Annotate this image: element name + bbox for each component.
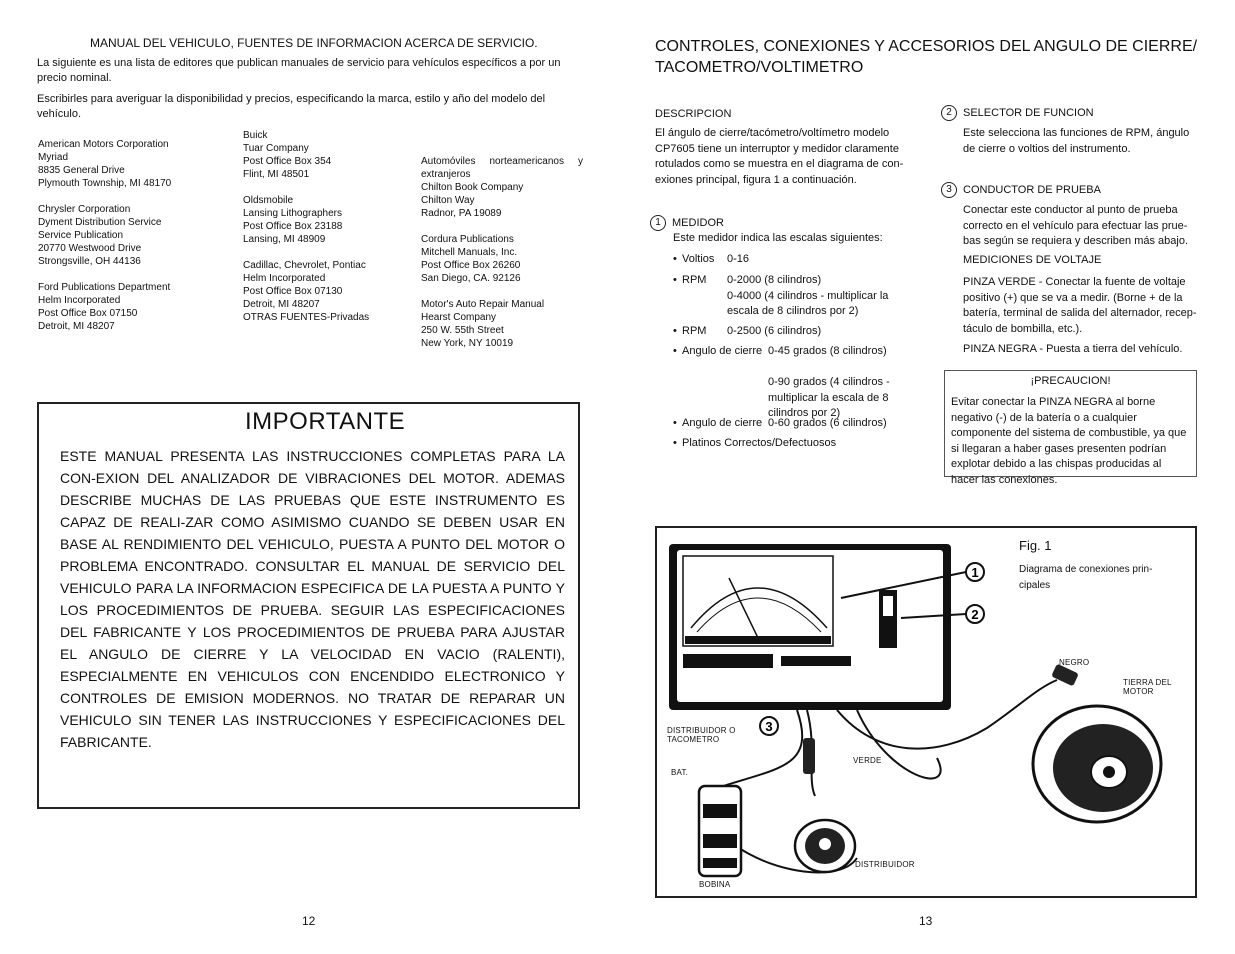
scale-value: 0-2500 (6 cilindros) — [727, 325, 822, 337]
scale-value: 0-60 grados (6 cilindros) — [768, 417, 887, 429]
publisher-address: American Motors Corporation Myriad 8835 General Drive Plymouth Township, MI 48170 — [38, 139, 172, 189]
callout-1: 1 — [971, 565, 979, 580]
callout-number: 2 — [941, 105, 957, 121]
scale-row: • Angulo de cierre 0-60 grados (6 cilindros) — [673, 416, 887, 432]
publisher-column-2 — [243, 129, 413, 337]
caution-text: Evitar conectar la PINZA NEGRA al borne negativo (-) de la batería o a cualquier componente del sistema de combustible, ya que si llegaran a haber gases presenten podrían explotar debido a las chispas producidas al hacer las conexiones. — [951, 396, 1187, 486]
left-page-heading: MANUAL DEL VEHICULO, FUENTES DE INFORMACION ACERCA DE SERVICIO. — [90, 36, 538, 50]
voltage-title: MEDICIONES DE VOLTAJE — [963, 254, 1102, 266]
scale-row: • Platinos Correctos/Defectuosos — [673, 436, 836, 452]
scale-row: • RPM 0-2500 (6 cilindros) — [673, 324, 821, 340]
medidor-title: MEDIDOR — [672, 217, 724, 229]
selector-title: SELECTOR DE FUNCION — [963, 107, 1094, 119]
callout-2: 2 — [971, 607, 979, 622]
scale-row: • Voltios 0-16 — [673, 252, 749, 268]
scale-row: • RPM 0-2000 (8 cilindros) 0-4000 (4 cilindros - multiplicar la escala de 8 cilindros por 2) — [673, 273, 888, 320]
page-number-left: 12 — [302, 914, 316, 928]
descripcion-text: El ángulo de cierre/tacómetro/voltímetro modelo CP7605 tiene un interruptor y medidor claramente rotulados como se muestra en el diagrama de con-exiones principal, figura 1 a continuación. — [655, 127, 904, 186]
intro-paragraph-1: La siguiente es una lista de editores que publican manuales de servicio para vehículos específicos a por un precio nominal. — [37, 57, 561, 84]
label-negro: NEGRO — [1059, 658, 1090, 667]
importante-text: ESTE MANUAL PRESENTA LAS INSTRUCCIONES COMPLETAS PARA LA CON-EXION DEL ANALIZADOR DE VIBRACIONES DEL MOTOR. ADEMAS DESCRIBE MUCHAS DE LAS PRUEBAS QUE ESTE INSTRUMENTO ES CAPAZ DE REALI-ZAR COMO ASIMISMO CUANDO SE DEBEN USAR EN BASE AL RENDIMIENTO DEL VEHICULO, PUESTA A PUNTO DEL MOTOR O PROBLEMA ENCONTRADO. CONSULTAR EL MANUAL DE SERVICIO DEL VEHICULO PARA LA INFORMACION ESPECIFICA DE LA PUESTA A PUNTO Y LOS PROCEDIMIENTOS DE PRUEBA. SEGUIR LAS ESPECIFICACIONES DEL FABRICANTE Y LOS PROCEDIMIENTOS DE PRUEBA PARA AJUSTAR EL ANGULO DE CIERRE Y LA VELOCIDAD EN VACIO (RALENTI), ESPECIALMENTE EN VEHICULOS CON ENCENDIDO ELECTRONICO Y CONTROLES DE EMISION MODERNOS. NO TRATAR DE REPARAR UN VEHICULO SIN TENER LAS INSTRUCCIONES Y ESPECIFICACIONES DEL FABRICANTE. — [60, 448, 565, 750]
conductor-text: Conectar este conductor al punto de prueba correcto en el vehículo para efectuar las prue-bas según se requiera y describen más abajo. — [963, 204, 1189, 247]
publisher-address: Ford Publications Department Helm Incorporated Post Office Box 07150 Detroit, MI 48207 — [38, 282, 171, 332]
importante-box — [37, 402, 580, 809]
publisher-address: Chrysler Corporation Dyment Distribution Service Service Publication 20770 Westwood Drive Strongsville, OH 44136 — [38, 204, 162, 267]
scale-label: Angulo de cierre — [682, 345, 763, 357]
publisher-address: Oldsmobile Lansing Lithographers Post Office Box 23188 Lansing, MI 48909 — [243, 195, 343, 245]
descripcion-title: DESCRIPCION — [655, 108, 732, 120]
caution-title: ¡PRECAUCION! — [1030, 375, 1111, 387]
medidor-text: Este medidor indica las escalas siguientes: — [673, 232, 883, 244]
page-number-right: 13 — [919, 914, 933, 928]
callout-3: 3 — [765, 719, 773, 734]
publisher-address: Automóviles norteamericanos y extranjeros Chilton Book Company Chilton Way Radnor, PA 19089 — [421, 156, 583, 219]
publisher-address: Motor's Auto Repair Manual Hearst Company 250 W. 55th Street New York, NY 10019 — [421, 299, 545, 349]
scale-value: 0-2000 (8 cilindros) 0-4000 (4 cilindros - multiplicar la escala de 8 cilindros por 2) — [727, 274, 889, 317]
scale-label: RPM — [682, 325, 707, 337]
meter-unit — [669, 544, 951, 710]
publisher-address: Buick Tuar Company Post Office Box 354 Flint, MI 48501 — [243, 130, 332, 180]
conductor-heading — [941, 182, 1101, 198]
callout-number: 1 — [650, 215, 666, 231]
publisher-column-1 — [38, 138, 238, 346]
pinza-verde-text: PINZA VERDE - Conectar la fuente de voltaje positivo (+) que se va a medir. (Borne + de la batería, terminal de salida del alternador, recep-táculo de bombilla, etc.). — [963, 276, 1197, 335]
figure-caption: Diagrama de conexiones prin-cipales — [1019, 564, 1153, 591]
right-page-heading: CONTROLES, CONEXIONES Y ACCESORIOS DEL ANGULO DE CIERRE/ TACOMETRO/VOLTIMETRO — [655, 38, 1198, 76]
scale-label: RPM — [682, 274, 707, 286]
label-tierra-del-motor: TIERRA DEL MOTOR — [1123, 678, 1172, 696]
conductor-title: CONDUCTOR DE PRUEBA — [963, 184, 1101, 196]
scale-value: 0-16 — [727, 253, 750, 265]
selector-text: Este selecciona las funciones de RPM, ángulo de cierre o voltios del instrumento. — [963, 127, 1190, 155]
label-verde: VERDE — [853, 756, 882, 765]
scale-value: 0-45 grados (8 cilindros) 0-90 grados (4 cilindros - multiplicar la escala de 8 cilindros por 2) — [768, 345, 890, 419]
label-distribuidor: DISTRIBUIDOR — [855, 860, 915, 869]
selector-heading — [941, 105, 1094, 121]
scale-row: • Angulo de cierre 0-45 grados (8 cilindros) 0-90 grados (4 cilindros - multiplicar la escala de 8 cilindros por 2) — [673, 344, 898, 422]
publisher-address: Cordura Publications Mitchell Manuals, Inc. Post Office Box 26260 San Diego, CA. 92126 — [421, 234, 521, 284]
caution-box — [944, 370, 1197, 486]
medidor-heading — [650, 215, 724, 231]
figure-title: Fig. 1 — [1019, 538, 1052, 553]
importante-title: IMPORTANTE — [245, 408, 406, 435]
alternator-drawing — [1033, 706, 1161, 822]
callout-number: 3 — [941, 182, 957, 198]
intro-paragraph-2: Escribirles para averiguar la disponibilidad y precios, especificando la marca, estilo y año del modelo del vehículo. — [37, 93, 546, 120]
figure-1-box — [655, 526, 1197, 898]
pinza-negra-text: PINZA NEGRA - Puesta a tierra del vehículo. — [963, 343, 1183, 355]
distributor-drawing — [795, 820, 855, 872]
label-bobina: BOBINA — [699, 880, 731, 889]
publisher-address: Cadillac, Chevrolet, Pontiac Helm Incorporated Post Office Box 07130 Detroit, MI 48207 OTRAS FUENTES-Privadas — [243, 260, 370, 323]
publisher-column-3 — [421, 155, 583, 363]
coil-drawing — [699, 786, 741, 876]
label-distribuidor-o-tacometro: DISTRIBUIDOR O TACOMETRO — [667, 726, 736, 744]
scale-label: Platinos Correctos/Defectuosos — [682, 437, 837, 449]
scale-label: Voltios — [682, 253, 715, 265]
scale-label: Angulo de cierre — [682, 417, 763, 429]
label-bat: BAT. — [671, 768, 689, 777]
